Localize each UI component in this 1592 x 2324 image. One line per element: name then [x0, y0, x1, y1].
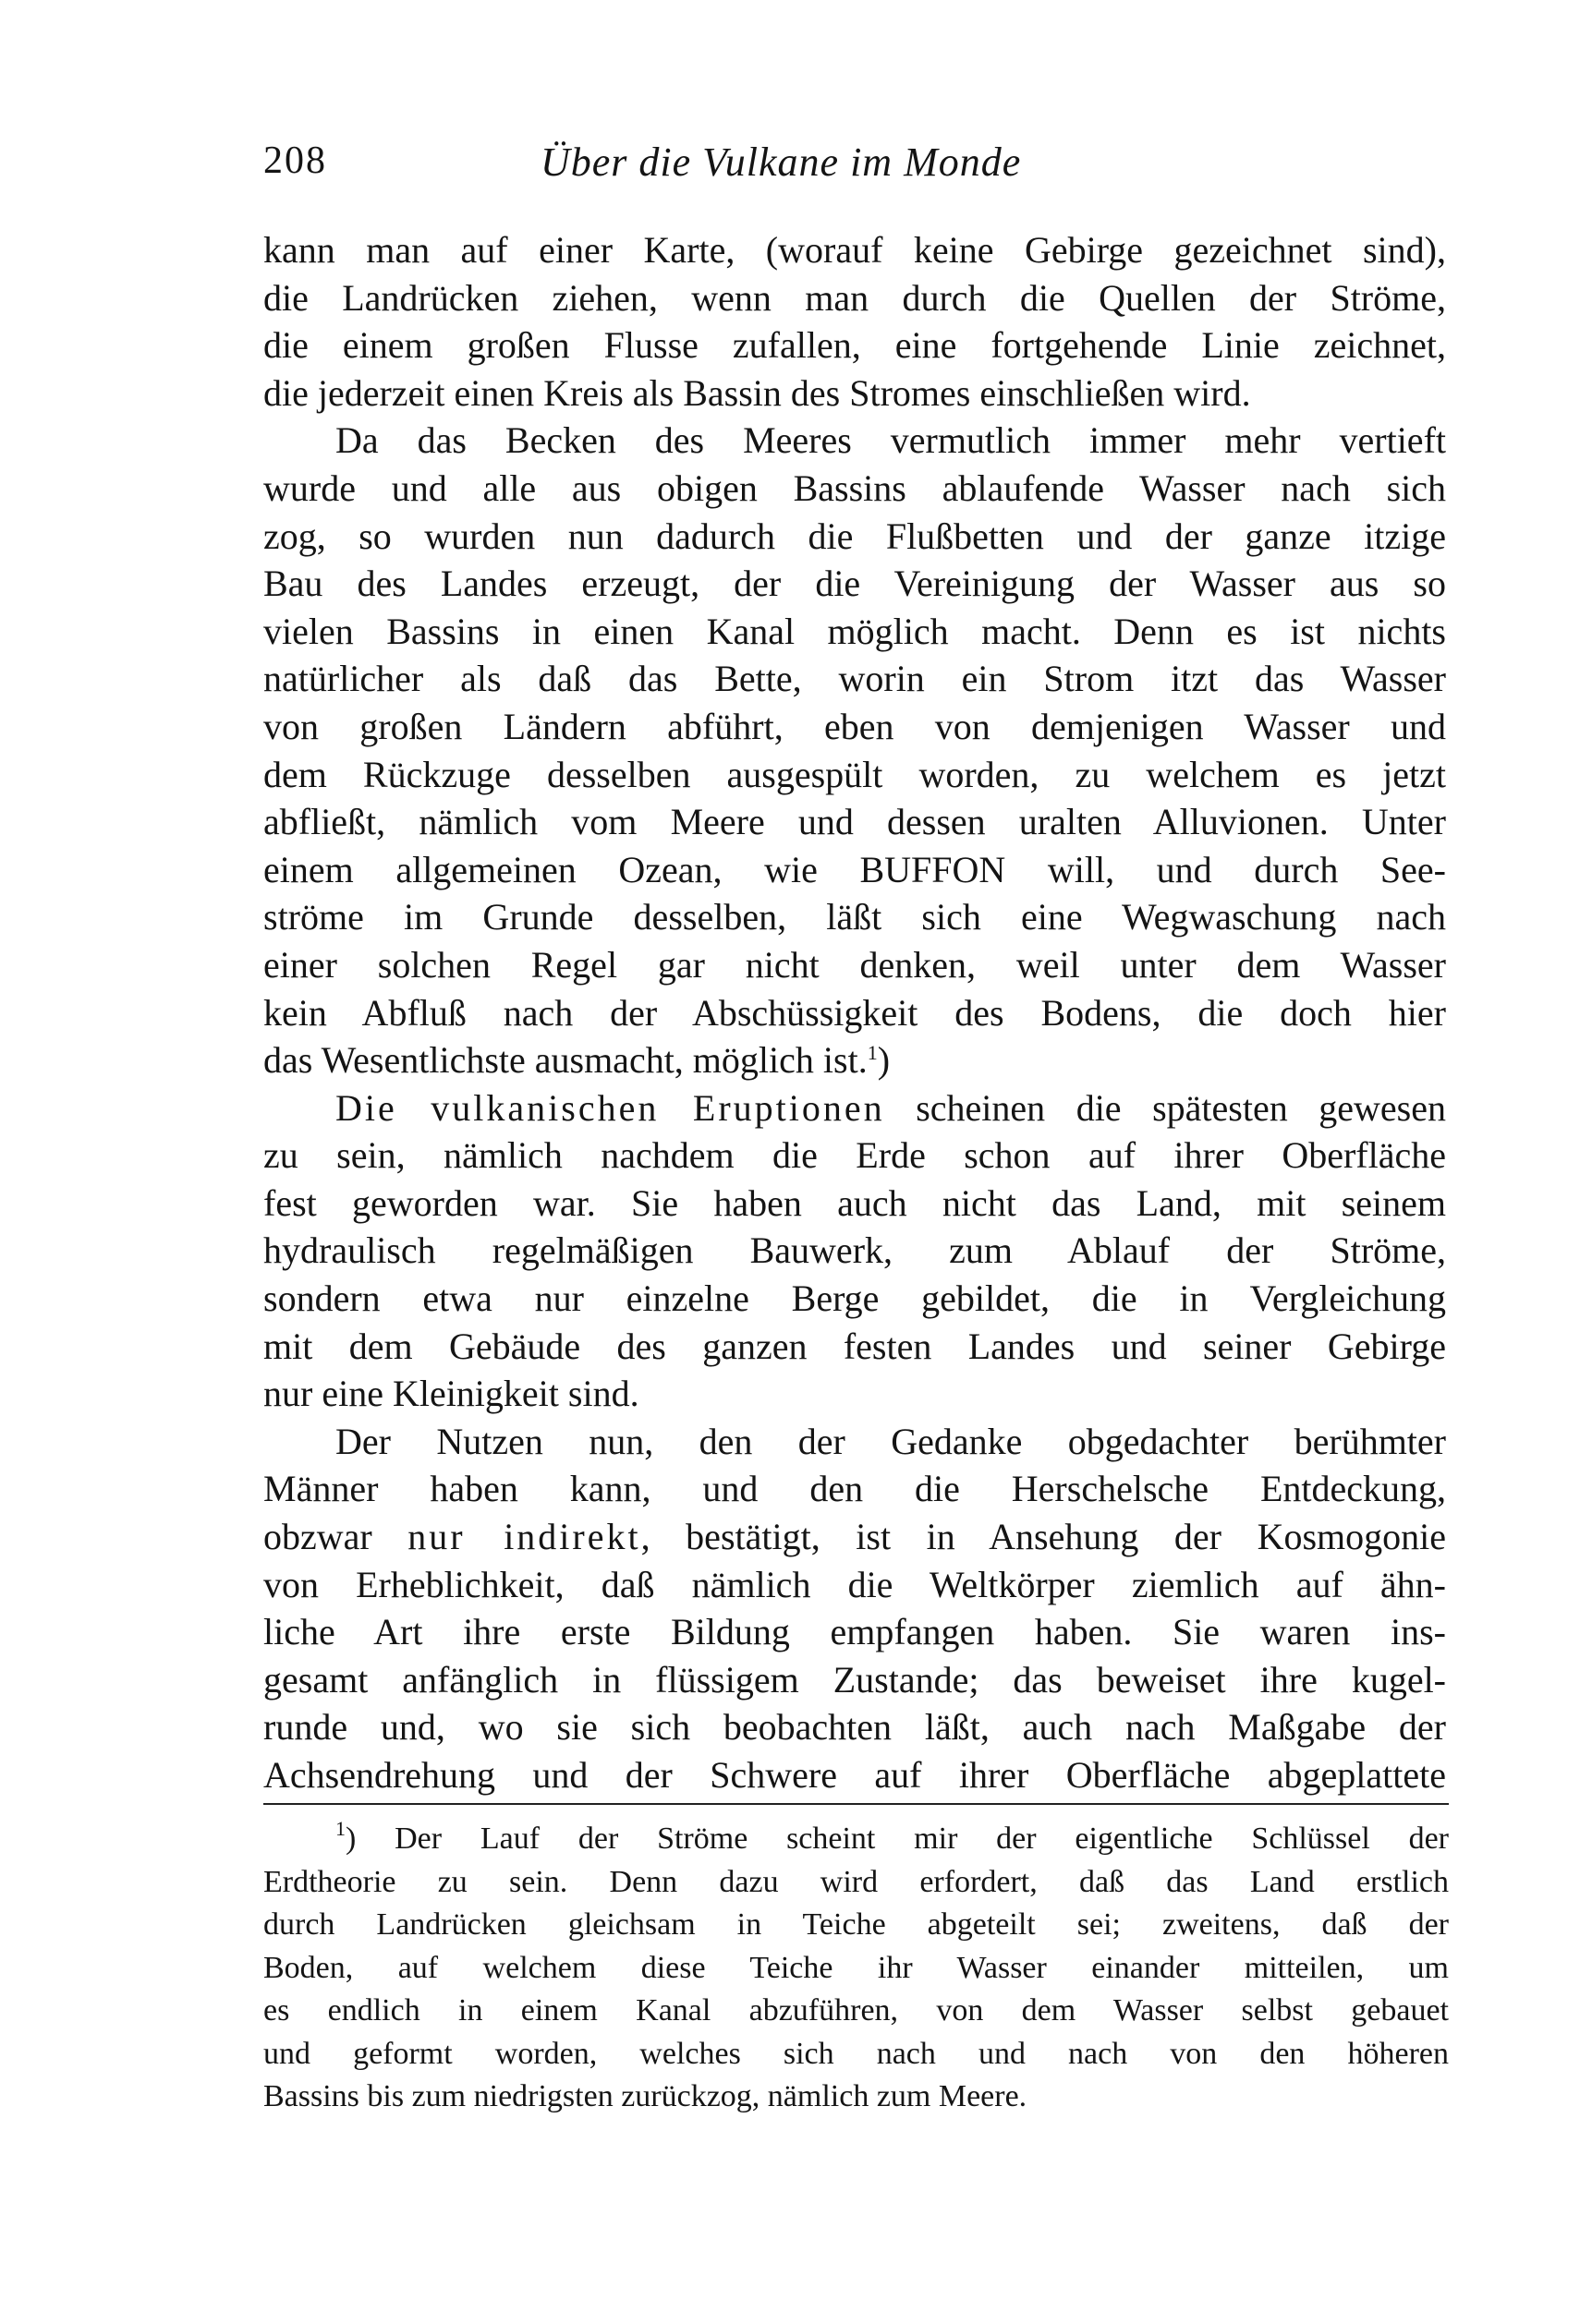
footnote: [263, 1818, 1449, 2119]
footnote-line: [263, 1818, 1449, 1861]
line-text: scheinen die spätesten gewesen: [884, 1086, 1446, 1129]
text-line: zog, so wurden nun dadurch die Flußbetten und der ganze itzige: [263, 514, 1446, 557]
text-line: gesamt anfänglich in flüssigem Zustande; das beweiset ihre kugel-: [263, 1658, 1446, 1701]
footnote-ref-close: ): [877, 1039, 891, 1082]
text-line: zu sein, nämlich nachdem die Erde schon auf ihrer Oberfläche: [263, 1134, 1446, 1177]
text-line: kann man auf einer Karte, (worauf keine Gebirge gezeichnet sind),: [263, 229, 1446, 271]
text-line: [263, 1513, 1446, 1561]
line-text: , bestätigt, ist in Ansehung der Kosmogonie: [640, 1516, 1446, 1558]
line-text: ) Der Lauf der Ströme scheint mir der eigentliche Schlüssel der: [346, 1822, 1449, 1856]
text-line: die einem großen Flusse zufallen, eine fortgehende Linie zeichnet,: [263, 324, 1446, 367]
text-line: dem Rückzuge desselben ausgespült worden, zu welchem es jetzt: [263, 753, 1446, 795]
text-line: die jederzeit einen Kreis als Bassin des Stromes einschließen wird.: [263, 371, 1251, 414]
footnote-line: Boden, auf welchem diese Teiche ihr Wasser einander mitteilen, um: [263, 1950, 1449, 1985]
text-line: von großen Ländern abführt, eben von demjenigen Wasser und: [263, 705, 1446, 747]
text-line: mit dem Gebäude des ganzen festen Landes und seiner Gebirge: [263, 1325, 1446, 1367]
footnote-line: Bassins bis zum niedrigsten zurückzog, nämlich zum Meere.: [263, 2079, 1027, 2113]
emphasized-term: nur indirekt: [407, 1516, 641, 1558]
text-line: vielen Bassins in einen Kanal möglich macht. Denn es ist nichts: [263, 610, 1446, 652]
footnote-reference[interactable]: 1: [867, 1041, 878, 1065]
text-line: [263, 1084, 1446, 1132]
text-line: [263, 1036, 1446, 1084]
text-line: Männer haben kann, und den die Herschelsche Entdeckung,: [263, 1468, 1446, 1510]
emphasized-term: Die vulkanischen Eruptionen: [335, 1086, 885, 1129]
text-line: Da das Becken des Meeres vermutlich immer mehr vertieft: [335, 419, 1446, 462]
text-line: kein Abfluß nach der Abschüssigkeit des Bodens, die doch hier: [263, 991, 1446, 1034]
footnote-line: Erdtheorie zu sein. Denn dazu wird erfordert, daß das Land erstlich: [263, 1864, 1449, 1899]
text-line: ströme im Grunde desselben, läßt sich eine Wegwaschung nach: [263, 896, 1446, 938]
page-header: [263, 139, 1451, 194]
running-title: Über die Vulkane im Monde: [541, 139, 1022, 185]
text-line: Der Nutzen nun, den der Gedanke obgedachter berühmter: [335, 1420, 1446, 1462]
text-line: runde und, wo sie sich beobachten läßt, auch nach Maßgabe der: [263, 1706, 1446, 1749]
page-number: 208: [263, 139, 327, 182]
footnote-marker: 1: [335, 1817, 346, 1840]
text-line: hydraulisch regelmäßigen Bauwerk, zum Ablauf der Ströme,: [263, 1229, 1446, 1272]
body-text: [263, 226, 1446, 1799]
text-line: natürlicher als daß das Bette, worin ein Strom itzt das Wasser: [263, 658, 1446, 700]
text-line: sondern etwa nur einzelne Berge gebildet, die in Vergleichung: [263, 1277, 1446, 1320]
footnote-line: es endlich in einem Kanal abzuführen, von dem Wasser selbst gebauet: [263, 1993, 1449, 2027]
text-line: wurde und alle aus obigen Bassins ablaufende Wasser nach sich: [263, 466, 1446, 509]
text-line: nur eine Kleinigkeit sind.: [263, 1373, 639, 1415]
text-line: die Landrücken ziehen, wenn man durch die Quellen der Ströme,: [263, 276, 1446, 319]
text-line: einer solchen Regel gar nicht denken, weil unter dem Wasser: [263, 943, 1446, 986]
text-line: von Erheblichkeit, daß nämlich die Weltkörper ziemlich auf ähn-: [263, 1563, 1446, 1605]
footnote-line: und geformt worden, welches sich nach und nach von den höheren: [263, 2036, 1449, 2071]
text-line: einem allgemeinen Ozean, wie BUFFON will, und durch See-: [263, 848, 1446, 890]
text-line: liche Art ihre erste Bildung empfangen haben. Sie waren ins-: [263, 1611, 1446, 1653]
text-line: fest geworden war. Sie haben auch nicht das Land, mit seinem: [263, 1181, 1446, 1224]
text-line: Bau des Landes erzeugt, der die Vereinigung der Wasser aus so: [263, 563, 1446, 605]
footnote-line: durch Landrücken gleichsam in Teiche abgeteilt sei; zweitens, daß der: [263, 1907, 1449, 1942]
text-line: abfließt, nämlich vom Meere und dessen uralten Alluvionen. Unter: [263, 801, 1446, 843]
line-text: obzwar: [263, 1516, 408, 1558]
text-line: Achsendrehung und der Schwere auf ihrer Oberfläche abgeplattete: [263, 1754, 1446, 1796]
footnote-divider: [263, 1803, 1449, 1805]
line-text: das Wesentlichste ausmacht, möglich ist.: [263, 1039, 868, 1082]
